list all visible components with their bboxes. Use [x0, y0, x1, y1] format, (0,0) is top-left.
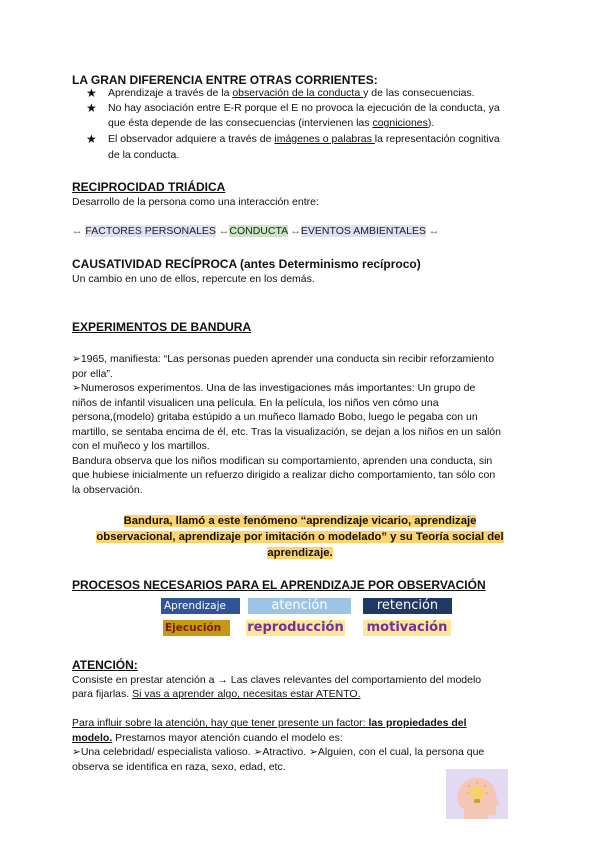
- section-title-causatividad: CAUSATIVIDAD RECÍPROCA (antes Determinismo recíproco): [72, 257, 421, 271]
- atencion-line-5: [72, 745, 484, 761]
- star-bullet-icon: ★: [86, 101, 97, 115]
- causatividad-desc: Un cambio en uno de ellos, repercute en los demás.: [72, 273, 315, 285]
- section-title-experimentos: EXPERIMENTOS DE BANDURA: [72, 320, 252, 334]
- bullet-3-line-2: de la conducta.: [108, 149, 180, 161]
- bullet-2-line-1: No hay asociación entre E-R porque el E no provoca la ejecución de la conducta, ya: [108, 102, 500, 114]
- highlight-line-3: [0, 545, 600, 562]
- atencion-line-2: [72, 687, 361, 703]
- factor-conducta: CONDUCTA: [229, 225, 288, 237]
- atencion-text: Alguien, con el cual, la persona que: [317, 746, 485, 758]
- bullet-2-line-2: [108, 116, 434, 132]
- section-title-diferencia: LA GRAN DIFERENCIA ENTRE OTRAS CORRIENTES:: [72, 73, 378, 87]
- bullet-1: [108, 86, 475, 102]
- factors-line: [72, 224, 439, 240]
- atencion-text: Una celebridad/ especialista valioso.: [80, 746, 251, 758]
- highlight-line-2: [0, 529, 600, 546]
- tag-ejecucion: Ejecución: [163, 620, 230, 636]
- highlight-line-1: [0, 513, 600, 530]
- factor-personales: FACTORES PERSONALES: [85, 225, 216, 237]
- exp-p2-line-5: con el muñeco y los martillos.: [72, 440, 210, 452]
- bullet-1-underline: observación de la conducta: [232, 87, 364, 99]
- arrow-bullet-icon: ➢: [309, 746, 318, 758]
- exp-p3-line-2: que hubiese inicialmente un refuerzo dirigido a realizar dicho comportamiento, tan sólo con: [72, 469, 496, 481]
- atencion-text-underline: Para influir sobre la atención, hay que tener presente un factor:: [72, 717, 369, 729]
- atencion-bold: las propiedades del: [368, 717, 467, 729]
- atencion-line-6: observa se identifica en raza, sexo, edad, etc.: [72, 761, 286, 773]
- arrow-bullet-icon: ➢: [253, 746, 263, 758]
- bullet-3-text: El observador adquiere a través de: [108, 133, 275, 145]
- arrow-bullet-icon: ➢: [72, 382, 81, 394]
- bullet-2-text: que ésta depende de las consecuencias (intervienen las: [108, 117, 373, 129]
- highlight-text: Bandura, llamó a este fenómeno “aprendizaje vicario, aprendizaje: [123, 515, 477, 527]
- section-title-procesos: PROCESOS NECESARIOS PARA EL APRENDIZAJE POR OBSERVACIÓN: [72, 578, 486, 592]
- exp-p3-line-3: la observación.: [72, 484, 143, 496]
- atencion-text: Prestamos mayor atención cuando el modelo es:: [112, 732, 343, 744]
- section-title-atencion: ATENCIÓN:: [72, 658, 138, 672]
- section-title-reciprocidad: RECIPROCIDAD TRIÁDICA: [72, 180, 226, 194]
- bullet-1-text: Aprendizaje a través de la: [108, 87, 233, 99]
- star-bullet-icon: ★: [86, 132, 97, 146]
- exp-p3-line-1: Bandura observa que los niños modifican su comportamiento, aprenden una conducta, sin: [72, 455, 493, 467]
- exp-p2-line-3: persona,(modelo) gritaba estúpido a un muñeco llamado Bobo, luego le pegaba con un: [72, 411, 478, 423]
- highlight-text: observacional, aprendizaje por imitación o modelado” y su Teoría social del: [96, 531, 504, 543]
- bullet-1-end: y de las consecuencias.: [363, 87, 475, 99]
- bullet-2-end: ).: [427, 117, 435, 129]
- double-arrow-icon: ↔: [72, 225, 83, 237]
- reciprocidad-desc: Desarrollo de la persona como una interacción entre:: [72, 196, 319, 208]
- atencion-line-3: [72, 716, 467, 732]
- double-arrow-icon: ↔: [428, 225, 440, 237]
- exp-p1-line-2: por ella”.: [72, 368, 113, 380]
- highlight-text: aprendizaje.: [267, 547, 333, 559]
- tag-aprendizaje: Aprendizaje: [161, 598, 240, 614]
- exp-p2-line-2: niños de infantil visualicen una película. En la película, los niños ven cómo una: [72, 397, 439, 409]
- factor-ambientales: EVENTOS AMBIENTALES: [300, 225, 426, 237]
- arrow-bullet-icon: ➢: [72, 353, 81, 365]
- bullet-3-line-1: [108, 132, 500, 148]
- tag-reproduccion: reproducción: [247, 620, 344, 635]
- bullet-2-underline: cogniciones: [372, 117, 428, 129]
- tag-retencion: retención: [363, 598, 452, 614]
- head-lightbulb-icon: [446, 769, 508, 819]
- double-arrow-icon: ↔: [218, 225, 230, 237]
- tag-motivacion: motivación: [363, 620, 451, 636]
- double-arrow-icon: ↔: [290, 225, 301, 237]
- arrow-bullet-icon: ➢: [72, 746, 81, 758]
- atencion-text: para fijarlas.: [72, 688, 133, 700]
- bullet-3-underline: imágenes o palabras: [274, 133, 375, 145]
- tag-atencion: atención: [248, 598, 351, 614]
- atencion-bold: modelo.: [72, 732, 113, 744]
- exp-p2-line-4: martillo, se sentaba encima de él, etc. Tras la visualización, se dejan a los niños en un salón: [72, 426, 501, 438]
- exp-p2-line-1: [72, 381, 475, 397]
- atencion-text: Atractivo.: [262, 746, 307, 758]
- atencion-line-1: Consiste en prestar atención a → Las claves relevantes del comportamiento del modelo: [72, 674, 482, 686]
- exp-p1-text: 1965, manifiesta: “Las personas pueden aprender una conducta sin recibir reforzamiento: [80, 353, 495, 365]
- exp-p2-text: Numerosos experimentos. Una de las investigaciones más importantes: Un grupo de: [80, 382, 476, 394]
- atencion-underline: Si vas a aprender algo, necesitas estar ATENTO.: [132, 688, 361, 700]
- exp-p1-line-1: [72, 352, 494, 368]
- star-bullet-icon: ★: [86, 86, 97, 100]
- bullet-3-end: la representación cognitiva: [374, 133, 500, 145]
